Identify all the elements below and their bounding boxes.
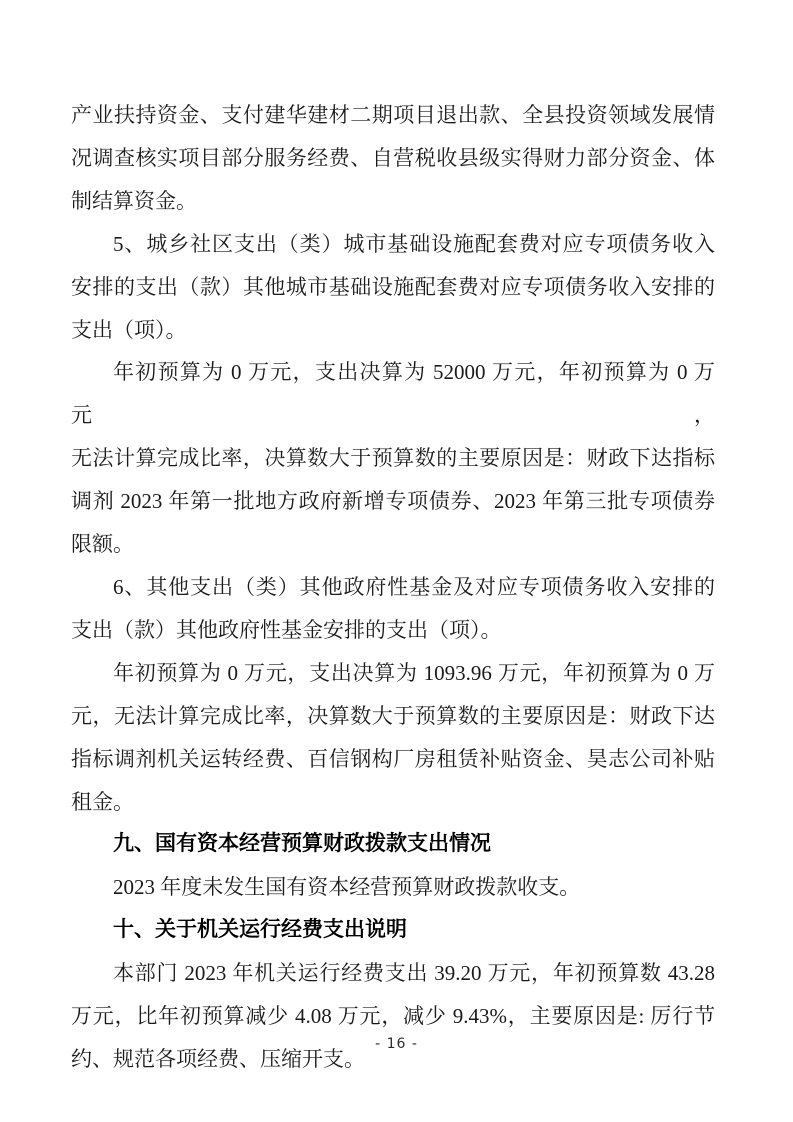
text-line: 指标调剂机关运转经费、百信钢构厂房租赁补贴资金、昊志公司补贴 — [71, 746, 715, 771]
paragraph-item5-title — [71, 223, 715, 352]
text-line: 租金。 — [71, 789, 134, 814]
paragraph-carryover — [71, 94, 715, 223]
text-line: 无法计算完成比率，决算数大于预算数的主要原因是：财政下达指标 — [71, 446, 715, 471]
text-line: 况调查核实项目部分服务经费、自营税收县级实得财力部分资金、体 — [71, 145, 715, 170]
paragraph-section10 — [71, 952, 715, 1081]
text-line: 约、规范各项经费、压缩开支。 — [71, 1046, 365, 1071]
text-line: 限额。 — [71, 532, 134, 557]
document-body — [71, 94, 715, 1081]
footer-page-number: - 16 - — [375, 1036, 418, 1052]
paragraph-section9: 2023 年度未发生国有资本经营预算财政拨款收支。 — [113, 875, 581, 900]
text-line: 调剂 2023 年第一批地方政府新增专项债券、2023 年第三批专项债券 — [71, 489, 715, 514]
text-line: 产业扶持资金、支付建华建材二期项目退出款、全县投资领域发展情 — [71, 103, 715, 127]
paragraph-item6-title — [71, 566, 715, 652]
text-line: 年初预算为 0 万元，支出决算为 52000 万元，年初预算为 0 万元， — [71, 360, 715, 428]
paragraph-item5-budget — [71, 351, 715, 566]
text-line: 支出（项）。 — [71, 317, 187, 342]
text-line: 6、其他支出（类）其他政府性基金及对应专项债务收入安排的 — [113, 574, 715, 599]
text-line: 本部门 2023 年机关运行经费支出 39.20 万元，年初预算数 43.28 — [113, 961, 715, 986]
text-line: 安排的支出（款）其他城市基础设施配套费对应专项债务收入安排的 — [71, 274, 715, 299]
text-line: 元，无法计算完成比率，决算数大于预算数的主要原因是：财政下达 — [71, 703, 715, 728]
paragraph-item6-budget — [71, 652, 715, 824]
heading-section-9: 九、国有资本经营预算财政拨款支出情况 — [113, 832, 491, 856]
heading-section-10: 十、关于机关运行经费支出说明 — [113, 918, 407, 942]
text-line: 年初预算为 0 万元，支出决算为 1093.96 万元，年初预算为 0 万 — [113, 660, 715, 685]
text-line: 万元，比年初预算减少 4.08 万元，减少 9.43%，主要原因是: 厉行节 — [71, 1004, 715, 1029]
text-line: 支出（款）其他政府性基金安排的支出（项）。 — [71, 617, 502, 642]
text-line: 5、城乡社区支出（类）城市基础设施配套费对应专项债务收入 — [113, 231, 715, 256]
text-line: 制结算资金。 — [71, 188, 197, 213]
